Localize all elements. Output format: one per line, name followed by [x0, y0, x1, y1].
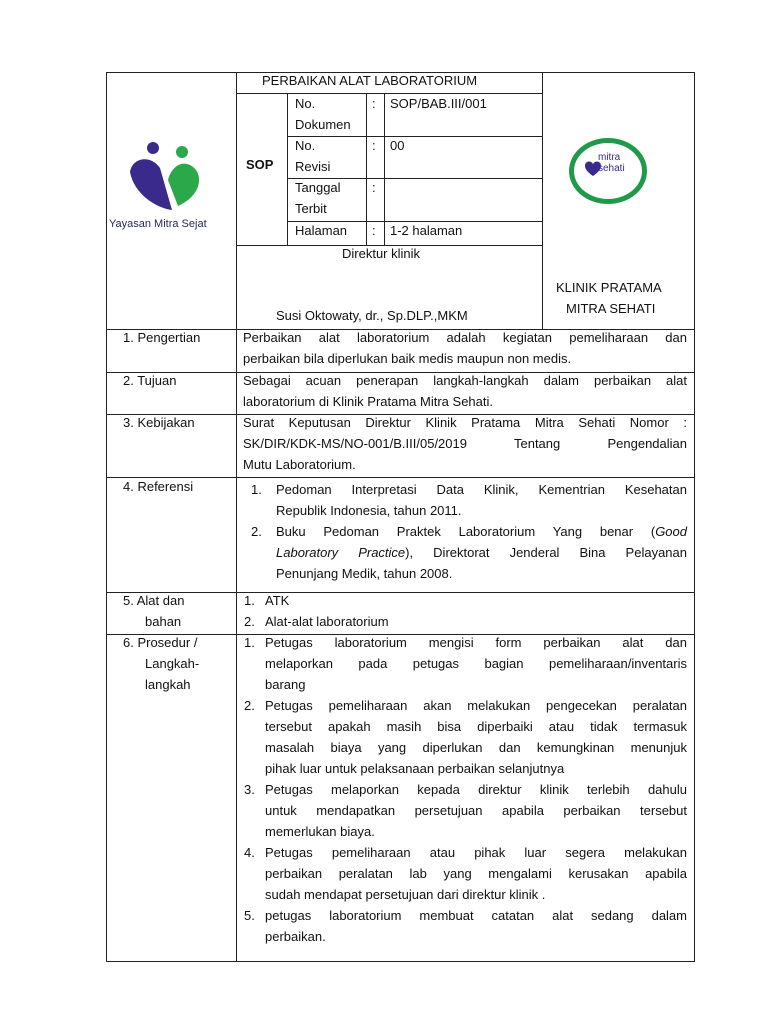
text-line: Petugas laboratorium mengisi form perbaikan alat dan	[265, 635, 687, 650]
text-line: Pedoman Interpretasi Data Klinik, Kementrian Kesehatan	[276, 482, 687, 497]
field-value-revision: 00	[390, 138, 405, 153]
text-line: petugas laboratorium membuat catatan alat sedang dalam	[265, 908, 687, 923]
text-line: sudah mendapat persetujuan dari direktur klinik .	[265, 887, 546, 902]
list-number: 5.	[244, 908, 255, 923]
text-line: barang	[265, 677, 306, 692]
field-colon: :	[372, 138, 376, 153]
procedure-step	[265, 905, 687, 947]
label-column-divider	[236, 72, 237, 962]
section-label-referensi: 4. Referensi	[123, 479, 194, 494]
text-line: Perbaikan alat laboratorium adalah kegiatan pemeliharaan dan	[243, 330, 687, 345]
list-number: 1.	[244, 593, 255, 608]
field-colon-divider-b	[384, 93, 385, 245]
section-label-pengertian: 1. Pengertian	[123, 330, 201, 345]
text-line: Sebagai acuan penerapan langkah-langkah dalam perbaikan alat	[243, 373, 687, 388]
signatory-name: Susi Oktowaty, dr., Sp.DLP.,MKM	[276, 308, 468, 323]
procedure-step	[265, 842, 687, 905]
text-line: Mutu Laboratorium.	[243, 457, 356, 472]
field-colon: :	[372, 223, 376, 238]
list-item: ATK	[265, 593, 290, 608]
clinic-name-line-1: KLINIK PRATAMA	[556, 280, 662, 295]
section-label-prosedur-cont: langkah	[145, 677, 191, 692]
text-line: memerlukan biaya.	[265, 824, 375, 839]
field-value-pages: 1-2 halaman	[390, 223, 463, 238]
list-number: 2.	[251, 524, 262, 539]
field-row-divider	[287, 136, 543, 137]
table-border-left	[106, 72, 107, 962]
text-line: Surat Keputusan Direktur Klinik Pratama Mitra Sehati Nomor :	[243, 415, 687, 430]
list-item: Alat-alat laboratorium	[265, 614, 389, 629]
section-divider	[106, 592, 695, 593]
yayasan-logo-icon	[120, 140, 220, 220]
field-value-document-number: SOP/BAB.III/001	[390, 96, 487, 111]
clinic-column-divider	[542, 72, 543, 330]
text-line: masalah biaya yang diperlukan dan kemungkinan menunjuk	[265, 740, 687, 755]
reference-item	[276, 479, 687, 521]
procedure-step	[265, 632, 687, 695]
text-line: Petugas pemeliharaan akan melakukan pengecekan peralatan	[265, 698, 687, 713]
clinic-name-line-2: MITRA SEHATI	[566, 301, 656, 316]
field-colon-divider-a	[366, 93, 367, 245]
text-line	[276, 542, 687, 563]
text-line: Penunjang Medik, tahun 2008.	[276, 566, 453, 581]
text-line: SK/DIR/KDK-MS/NO-001/B.III/05/2019 Tentang Pengendalian	[243, 436, 687, 451]
mitra-sehati-logo-text: mitra sehati	[598, 152, 625, 174]
sop-label: SOP	[246, 157, 274, 172]
section-label-tujuan: 2. Tujuan	[123, 373, 177, 388]
section-divider	[106, 477, 695, 478]
list-number: 2.	[244, 614, 255, 629]
text-line: laboratorium di Klinik Pratama Mitra Sehati.	[243, 394, 493, 409]
field-label: Terbit	[295, 201, 327, 216]
field-label: Halaman	[295, 223, 348, 238]
text-line: untuk mendapatkan persetujuan apabila perbaikan tersebut	[265, 803, 687, 818]
text-line: Petugas pemeliharaan atau pihak luar segera melakukan	[265, 845, 687, 860]
list-number: 2.	[244, 698, 255, 713]
section-body-tujuan	[243, 370, 687, 412]
text-line: Republik Indonesia, tahun 2011.	[276, 503, 462, 518]
text-segment-italic: Laboratory Practice	[276, 545, 406, 560]
yayasan-logo	[120, 140, 220, 220]
reference-item	[276, 521, 687, 584]
field-label-divider	[287, 93, 288, 245]
text-line: perbaikan bila diperlukan baik medis maupun non medis.	[243, 351, 572, 366]
text-line	[276, 521, 687, 542]
text-line: tersebut apakah masih bisa diperbaiki atau tidak termasuk	[265, 719, 687, 734]
section-body-kebijakan	[243, 412, 687, 475]
field-label: No.	[295, 96, 316, 111]
text-line: pihak luar untuk pelaksanaan perbaikan selanjutnya	[265, 761, 565, 776]
signatory-title: Direktur klinik	[342, 246, 421, 261]
field-label: Dokumen	[295, 117, 351, 132]
field-colon: :	[372, 96, 376, 111]
section-label-alat-cont: bahan	[145, 614, 182, 629]
section-label-alat: 5. Alat dan	[123, 593, 185, 608]
section-body-pengertian	[243, 327, 687, 369]
section-label-prosedur: 6. Prosedur /	[123, 635, 198, 650]
document-title: PERBAIKAN ALAT LABORATORIUM	[262, 73, 478, 88]
procedure-step	[265, 779, 687, 842]
list-number: 3.	[244, 782, 255, 797]
field-label: Tanggal	[295, 180, 341, 195]
text-line: perbaikan.	[265, 929, 326, 944]
section-label-kebijakan: 3. Kebijakan	[123, 415, 195, 430]
yayasan-caption: Yayasan Mitra Sejat	[109, 218, 207, 230]
text-segment-italic: Good	[655, 524, 687, 539]
list-number: 1.	[244, 635, 255, 650]
text-segment: Buku Pedoman Praktek Laboratorium Yang benar (	[276, 524, 656, 539]
table-border-right	[694, 72, 695, 962]
text-segment: ), Direktorat Jenderal Bina Pelayanan	[405, 545, 687, 560]
list-number: 1.	[251, 482, 262, 497]
procedure-step	[265, 695, 687, 779]
section-label-prosedur-cont: Langkah-	[145, 656, 200, 671]
text-line: perbaikan peralatan lab yang mengalami kerusakan apabila	[265, 866, 687, 881]
field-label: Revisi	[295, 159, 331, 174]
field-label: No.	[295, 138, 316, 153]
field-colon: :	[372, 180, 376, 195]
table-border-bottom	[106, 961, 695, 962]
text-line: melaporkan pada petugas bagian pemeliharaan/inventaris	[265, 656, 687, 671]
list-number: 4.	[244, 845, 255, 860]
text-line: Petugas melaporkan kepada direktur klinik terlebih dahulu	[265, 782, 687, 797]
